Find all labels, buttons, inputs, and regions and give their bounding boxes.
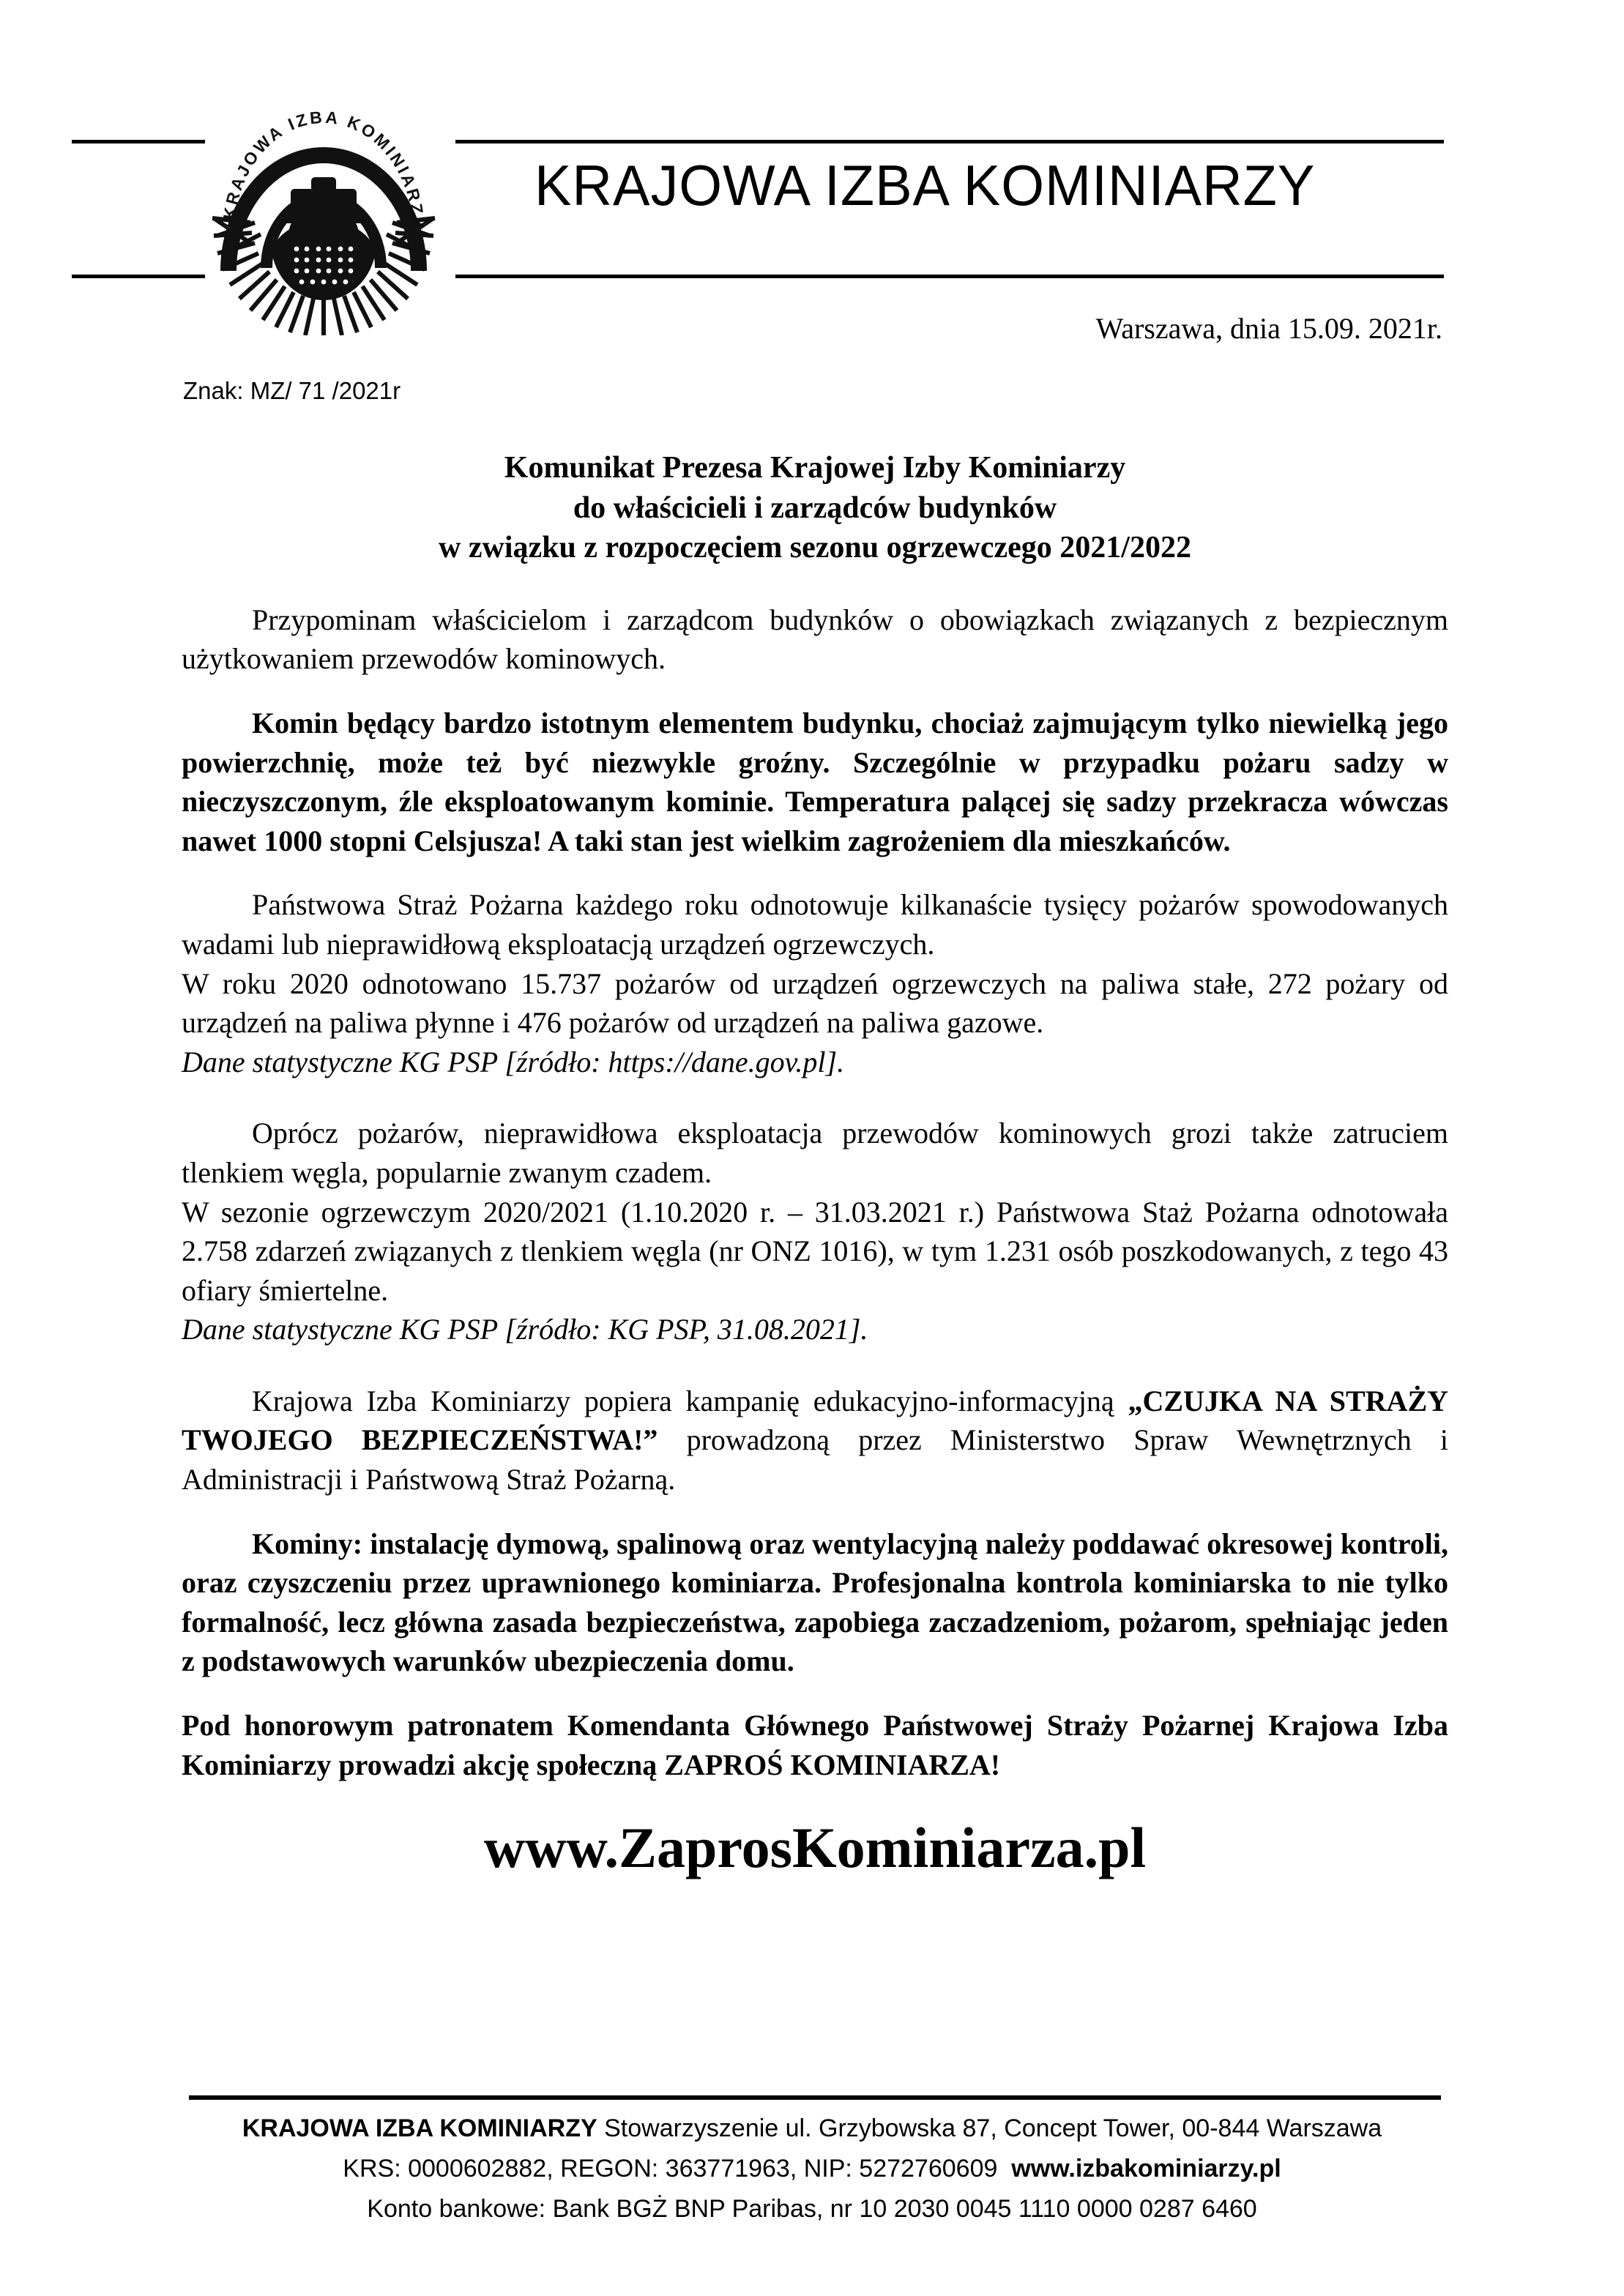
paragraph-co-stats-season: W sezonie ogrzewczym 2020/2021 (1.10.2020 r. – 31.03.2021 r.) Państwowa Staż Pożarna odnotowała 2.758 zdarzeń związanych z tlenkiem węgla (nr ONZ 1016), w tym 1.231 osób poszkodowanych, z tego 43 ofiary śmiertelne. bbox=[182, 1195, 1448, 1307]
krajowa-izba-kominiarzy-emblem-icon bbox=[199, 79, 448, 335]
footer-divider-rule bbox=[189, 2095, 1441, 2100]
document-title-line-3: w związku z rozpoczęciem sezonu ogrzewczego 2021/2022 bbox=[439, 531, 1191, 565]
campaign-website-link[interactable]: www.ZaprosKominiarza.pl bbox=[483, 1816, 1147, 1880]
paragraph-chimney-warning: Komin będący bardzo istotnym elementem budynku, chociaż zajmującym tylko niewielką jego powierzchnię, może też być niezwykle groźny. Szczególnie w przypadku pożaru sadzy w nieczyszczonym, źle eksploatowanym kominie. Temperatura palącej się sadzy przekracza wówczas nawet 1000 stopni Celsjusza! A taki stan jest wielkim zagrożeniem dla mieszkańców. bbox=[182, 706, 1448, 857]
czujka-text-after: prowadzoną przez Ministerstwo Spraw Wewnętrznych i Administracji i Państwową Straż Pożarną. bbox=[182, 1423, 1448, 1496]
header-rule-left-top bbox=[72, 140, 205, 144]
footer-org-name: KRAJOWA IZBA KOMINIARZY bbox=[242, 2114, 597, 2142]
document-title-line-2: do właścicieli i zarządców budynków bbox=[573, 491, 1057, 525]
paragraph-czujka-campaign bbox=[182, 1382, 1448, 1499]
footer-registration-line bbox=[0, 2149, 1624, 2189]
footer-text-block bbox=[0, 2109, 1624, 2229]
footer-krs-regon-nip: KRS: 0000602882, REGON: 363771963, NIP: 5272760609 bbox=[343, 2155, 998, 2183]
paragraph-honorary-patronage: Pod honorowym patronatem Komendanta Głównego Państwowej Straży Pożarnej Krajowa Izba Kominiarzy prowadzi akcję społeczną ZAPROŚ KOMINIARZA! bbox=[182, 1709, 1448, 1781]
paragraph-carbon-monoxide-intro: Oprócz pożarów, nieprawidłowa eksploatacja przewodów kominowych grozi także zatruciem tlenkiem węgla, popularnie zwanym czadem. bbox=[182, 1117, 1448, 1189]
paragraph-fire-stats-2020: W roku 2020 odnotowano 15.737 pożarów od urządzeń ogrzewczych na paliwa stałe, 272 pożary od urządzeń na paliwa płynne i 476 pożarów od urządzeń na paliwa gazowe. bbox=[182, 966, 1448, 1040]
paragraph-intro: Przypominam właścicielom i zarządcom budynków o obowiązkach związanych z bezpiecznym użytkowaniem przewodów kominowych. bbox=[182, 603, 1448, 676]
citation-kgpsp-dane-gov: Dane statystyczne KG PSP [źródło: https://dane.gov.pl]. bbox=[182, 1045, 845, 1078]
header-rule-right-top bbox=[455, 140, 1444, 144]
reference-number: Znak: MZ/ 71 /2021r bbox=[183, 377, 401, 404]
header-rule-right-bottom bbox=[455, 275, 1444, 278]
czujka-text-before: Krajowa Izba Kominiarzy popiera kampanię edukacyjno-informacyjną bbox=[252, 1384, 1128, 1417]
paragraph-psp-stats-intro: Państwowa Straż Pożarna każdego roku odnotowuje kilkanaście tysięcy pożarów spowodowanych wadami lub nieprawidłową eksploatacją urządzeń ogrzewczych. bbox=[182, 888, 1448, 961]
document-title-line-1: Komunikat Prezesa Krajowej Izby Kominiarzy bbox=[504, 451, 1126, 485]
document-title bbox=[182, 448, 1448, 568]
footer-website-link[interactable]: www.izbakominiarzy.pl bbox=[1011, 2155, 1281, 2183]
paragraph-spacer bbox=[182, 1374, 1448, 1382]
header-rule-left-bottom bbox=[72, 275, 205, 278]
document-body bbox=[182, 448, 1448, 1879]
letterhead bbox=[0, 0, 1624, 344]
footer-address-line bbox=[0, 2109, 1624, 2149]
footer-address-rest: Stowarzyszenie ul. Grzybowska 87, Concept Tower, 00-844 Warszawa bbox=[597, 2114, 1382, 2142]
citation-kgpsp-2021: Dane statystyczne KG PSP [źródło: KG PSP, 31.08.2021]. bbox=[182, 1313, 868, 1346]
svg-text:KRAJOWA IZBA KOMINIARZY: KRAJOWA IZBA KOMINIARZY bbox=[219, 107, 429, 232]
czujka-campaign-name: „CZUJKA NA STRAŻY TWOJEGO BEZPIECZEŃSTWA!” bbox=[182, 1384, 1449, 1457]
paragraph-kominy-inspection: Kominy: instalację dymową, spalinową oraz wentylacyjną należy poddawać okresowej kontroli, oraz czyszczeniu przez uprawnionego kominiarza. Profesjonalna kontrola kominiarska to nie tylko formalność, lecz główna zasada bezpieczeństwa, zapobiega zaczadzeniom, pożarom, spełniając jeden z podstawowych warunków ubezpieczenia domu. bbox=[182, 1527, 1448, 1678]
date-line: Warszawa, dnia 15.09. 2021r. bbox=[1095, 312, 1442, 345]
paragraph-spacer bbox=[182, 1106, 1448, 1114]
organization-title: KRAJOWA IZBA KOMINIARZY bbox=[534, 153, 1316, 217]
footer-bank-account-line: Konto bankowe: Bank BGŻ BNP Paribas, nr 10 2030 0045 1110 0000 0287 6460 bbox=[367, 2195, 1257, 2224]
